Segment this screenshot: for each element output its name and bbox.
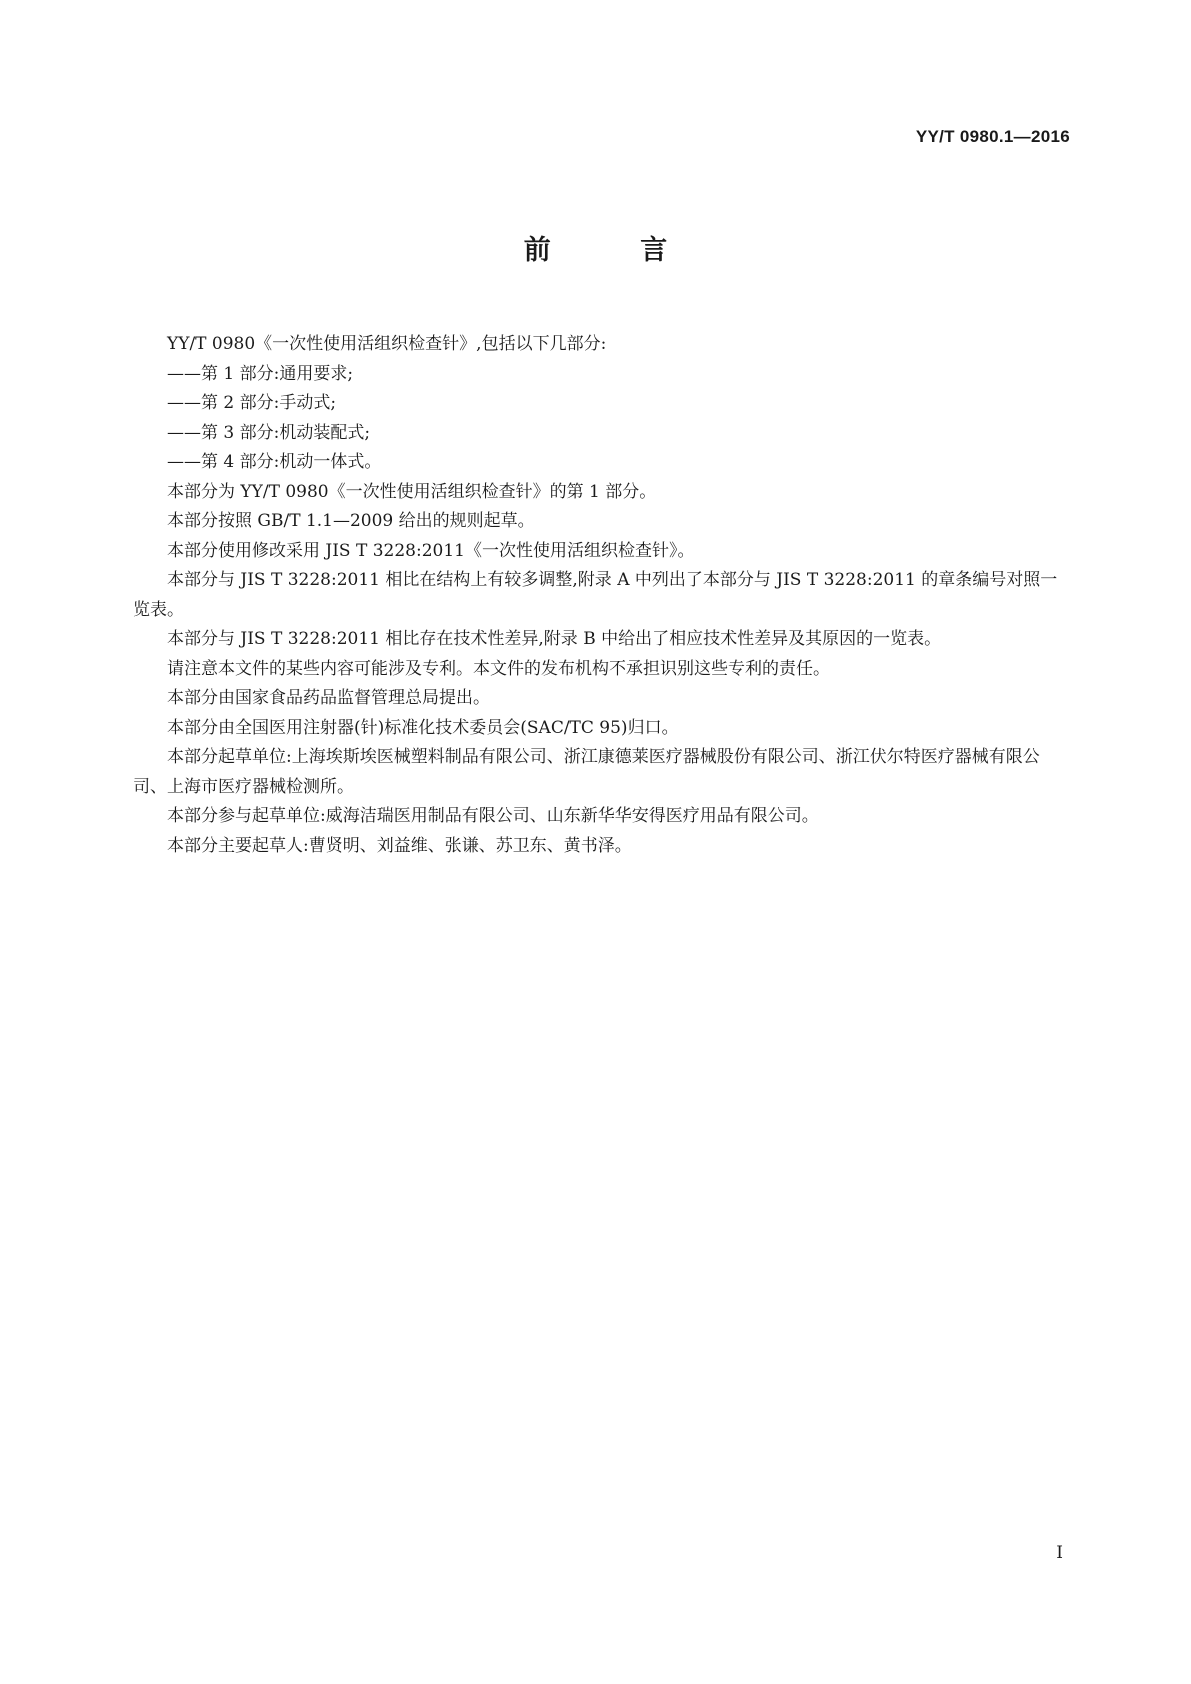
paragraph-committee: 本部分由全国医用注射器(针)标准化技术委员会(SAC/TC 95)归口。: [167, 717, 679, 738]
page-title: 前 言: [523, 235, 708, 266]
paragraph-intro: YY/T 0980《一次性使用活组织检查针》,包括以下几部分:: [167, 334, 607, 354]
paragraph-patent-notice: 请注意本文件的某些内容可能涉及专利。本文件的发布机构不承担识别这些专利的责任。: [167, 658, 830, 679]
list-item-part-4: ——第 4 部分:机动一体式。: [167, 452, 382, 472]
paragraph-drafting-rules: 本部分按照 GB/T 1.1—2009 给出的规则起草。: [167, 511, 535, 531]
page-number: I: [1056, 1543, 1063, 1563]
paragraph-proposer: 本部分由国家食品药品监督管理总局提出。: [167, 688, 490, 708]
paragraph-adoption: 本部分使用修改采用 JIS T 3228:2011《一次性使用活组织检查针》。: [167, 540, 695, 561]
preface-body: [133, 330, 1058, 861]
list-item-part-3: ——第 3 部分:机动装配式;: [167, 422, 371, 443]
paragraph-technical-differences: 本部分与 JIS T 3228:2011 相比存在技术性差异,附录 B 中给出了相应技术性差异及其原因的一览表。: [167, 629, 942, 649]
paragraph-main-drafters: 本部分主要起草人:曹贤明、刘益维、张谦、苏卫东、黄书泽。: [167, 835, 632, 856]
paragraph-structure-changes: 本部分与 JIS T 3228:2011 相比在结构上有较多调整,附录 A 中列出了本部分与 JIS T 3228:2011 的章条编号对照一览表。: [133, 570, 1058, 620]
paragraph-part-statement: 本部分为 YY/T 0980《一次性使用活组织检查针》的第 1 部分。: [167, 481, 657, 502]
paragraph-drafting-units: 本部分起草单位:上海埃斯埃医械塑料制品有限公司、浙江康德莱医疗器械股份有限公司、浙江伏尔特医疗器械有限公司、上海市医疗器械检测所。: [133, 747, 1040, 797]
list-item-part-1: ——第 1 部分:通用要求;: [167, 363, 354, 384]
paragraph-participating-units: 本部分参与起草单位:威海洁瑞医用制品有限公司、山东新华华安得医疗用品有限公司。: [167, 806, 819, 826]
document-code: YY/T 0980.1—2016: [915, 127, 1070, 146]
list-item-part-2: ——第 2 部分:手动式;: [167, 393, 337, 413]
